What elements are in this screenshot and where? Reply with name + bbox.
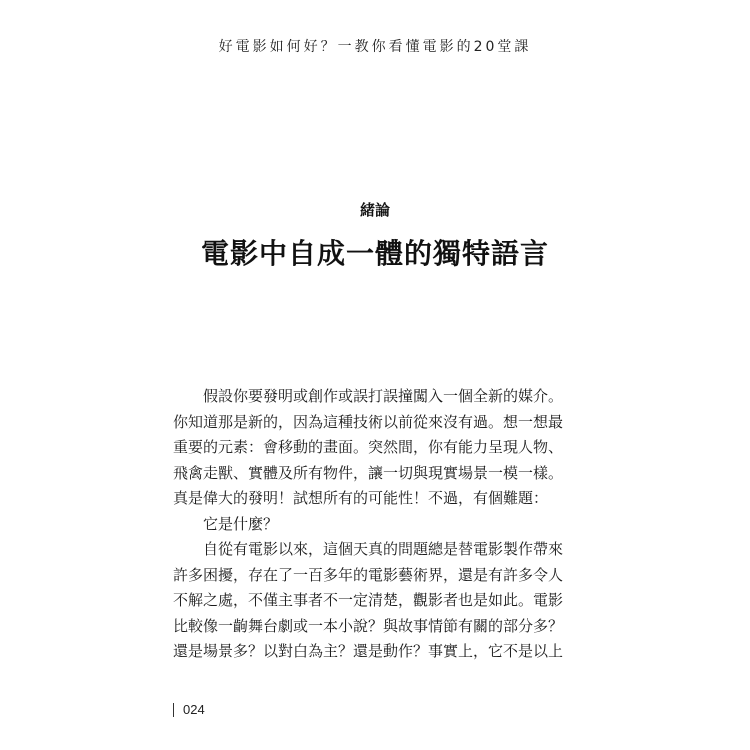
page-number bbox=[173, 702, 205, 717]
text-line: 許多困擾，存在了一百多年的電影藝術界，還是有許多令人 bbox=[173, 565, 564, 584]
text-line: 還是場景多？以對白為主？還是動作？事實上，它不是以上 bbox=[173, 642, 564, 660]
text-line: 你知道那是新的，因為這種技術以前從來沒有過。想一想最 bbox=[173, 412, 564, 431]
chapter-title: 電影中自成一體的獨特語言 bbox=[200, 237, 549, 270]
text-line: 真是偉大的發明！試想所有的可能性！不過，有個難題： bbox=[173, 489, 549, 507]
chapter-label: 緒論 bbox=[359, 201, 390, 219]
body-text bbox=[173, 384, 564, 665]
text-line: 不解之處，不僅主事者不一定清楚，觀影者也是如此。電影 bbox=[173, 591, 564, 609]
text-line: 假設你要發明或創作或誤打誤撞闖入一個全新的媒介。 bbox=[203, 387, 564, 405]
text-line: 自從有電影以來，這個天真的問題總是替電影製作帶來 bbox=[203, 540, 564, 558]
running-head: 好電影如何好？一教你看懂電影的20堂課 bbox=[218, 39, 532, 55]
folio-divider bbox=[173, 703, 174, 717]
text-line: 比較像一齣舞台劇或一本小說？與故事情節有關的部分多？ bbox=[173, 616, 564, 635]
page-number-text: 024 bbox=[183, 702, 205, 717]
text-line: 飛禽走獸、實體及所有物件，讓一切與現實場景一模一樣。 bbox=[173, 463, 564, 482]
text-line: 重要的元素：會移動的畫面。突然間，你有能力呈現人物、 bbox=[173, 438, 564, 456]
text-line: 它是什麼？ bbox=[203, 514, 279, 533]
